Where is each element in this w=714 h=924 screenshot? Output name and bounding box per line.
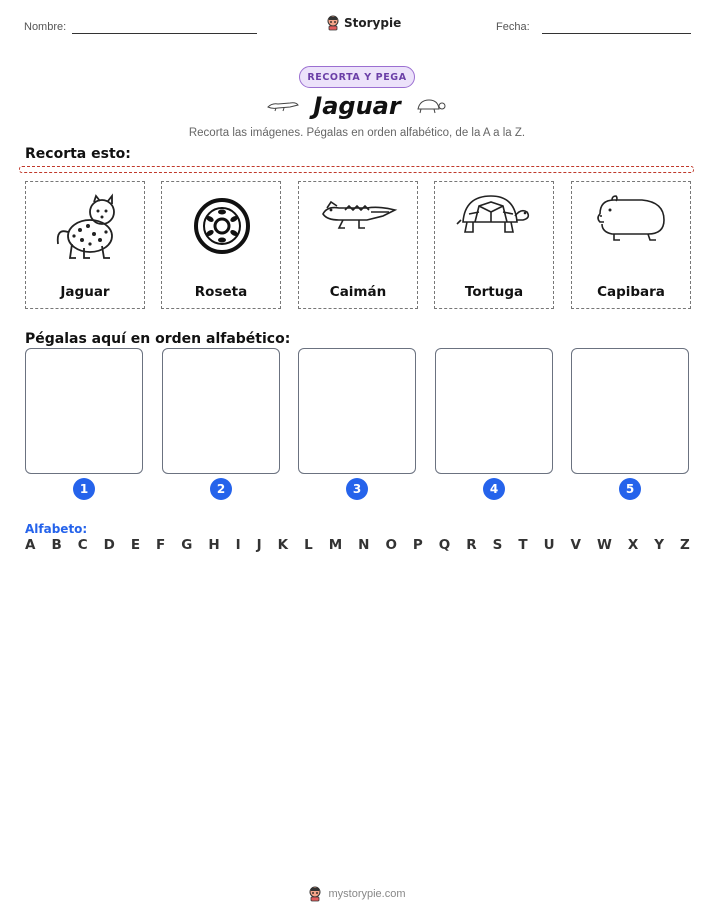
cut-dashed-line <box>19 166 694 173</box>
order-number-3: 3 <box>346 478 368 500</box>
card-label: Jaguar <box>60 284 110 300</box>
alphabet-letter: Q <box>438 537 451 553</box>
card-label: Tortuga <box>464 284 524 300</box>
alphabet-letter: G <box>181 537 193 553</box>
alphabet-letter: X <box>627 537 639 553</box>
card-label: Roseta <box>194 284 248 300</box>
caiman-icon <box>319 188 399 268</box>
alphabet-letter: Z <box>680 537 690 553</box>
alphabet-letter: L <box>304 537 313 553</box>
alphabet-letter: H <box>208 537 220 553</box>
cut-card-jaguar[interactable] <box>25 181 145 309</box>
brand-name: Storypie <box>344 16 402 30</box>
alphabet-letter: D <box>103 537 115 553</box>
tortoise-small-icon <box>414 97 446 115</box>
alphabet-letter: I <box>235 537 241 553</box>
mascot-icon <box>326 15 340 31</box>
page-title: Jaguar <box>313 92 401 120</box>
caiman-small-icon <box>266 99 300 113</box>
order-number-1: 1 <box>73 478 95 500</box>
alphabet-letter: F <box>156 537 166 553</box>
mascot-icon <box>308 886 322 902</box>
footer <box>0 886 714 902</box>
cut-card-roseta[interactable] <box>161 181 281 309</box>
alphabet-row <box>25 537 690 553</box>
alphabet-letter: E <box>130 537 141 553</box>
alphabet-letter: J <box>256 537 262 553</box>
alphabet-letter: V <box>570 537 581 553</box>
card-label: Capibara <box>597 284 665 300</box>
order-number-5: 5 <box>619 478 641 500</box>
date-label: Fecha: <box>496 21 530 33</box>
activity-badge: RECORTA Y PEGA <box>299 66 415 88</box>
instructions: Recorta las imágenes. Pégalas en orden alfabético, de la A a la Z. <box>188 127 526 139</box>
alphabet-letter: U <box>543 537 555 553</box>
alphabet-letter: A <box>25 537 36 553</box>
alphabet-letter: T <box>518 537 528 553</box>
alphabet-letter: W <box>596 537 612 553</box>
alphabet-letter: C <box>77 537 88 553</box>
paste-box-2[interactable] <box>162 348 280 474</box>
rosette-icon <box>182 188 262 268</box>
cut-card-caiman[interactable] <box>298 181 418 309</box>
date-line <box>542 33 691 34</box>
alphabet-letter: B <box>51 537 62 553</box>
footer-url[interactable]: mystorypie.com <box>328 888 406 900</box>
paste-heading: Pégalas aquí en orden alfabético: <box>25 331 291 347</box>
capybara-icon <box>592 188 672 268</box>
cut-heading: Recorta esto: <box>25 146 131 162</box>
brand-logo <box>326 13 401 33</box>
alphabet-letter: M <box>328 537 343 553</box>
cut-card-capibara[interactable] <box>571 181 691 309</box>
alphabet-letter: N <box>358 537 370 553</box>
name-line <box>72 33 257 34</box>
alphabet-letter: O <box>385 537 397 553</box>
paste-box-4[interactable] <box>435 348 553 474</box>
paste-box-3[interactable] <box>298 348 416 474</box>
tortoise-icon <box>455 188 535 268</box>
alphabet-letter: S <box>492 537 503 553</box>
paste-box-5[interactable] <box>571 348 689 474</box>
jaguar-icon <box>46 188 126 268</box>
cut-card-tortuga[interactable] <box>434 181 554 309</box>
alphabet-letter: Y <box>654 537 665 553</box>
card-label: Caimán <box>329 284 387 300</box>
alphabet-label: Alfabeto: <box>25 522 88 536</box>
order-number-4: 4 <box>483 478 505 500</box>
alphabet-letter: K <box>277 537 289 553</box>
alphabet-letter: R <box>466 537 477 553</box>
paste-box-1[interactable] <box>25 348 143 474</box>
name-label: Nombre: <box>24 21 67 33</box>
order-number-2: 2 <box>210 478 232 500</box>
alphabet-letter: P <box>412 537 423 553</box>
